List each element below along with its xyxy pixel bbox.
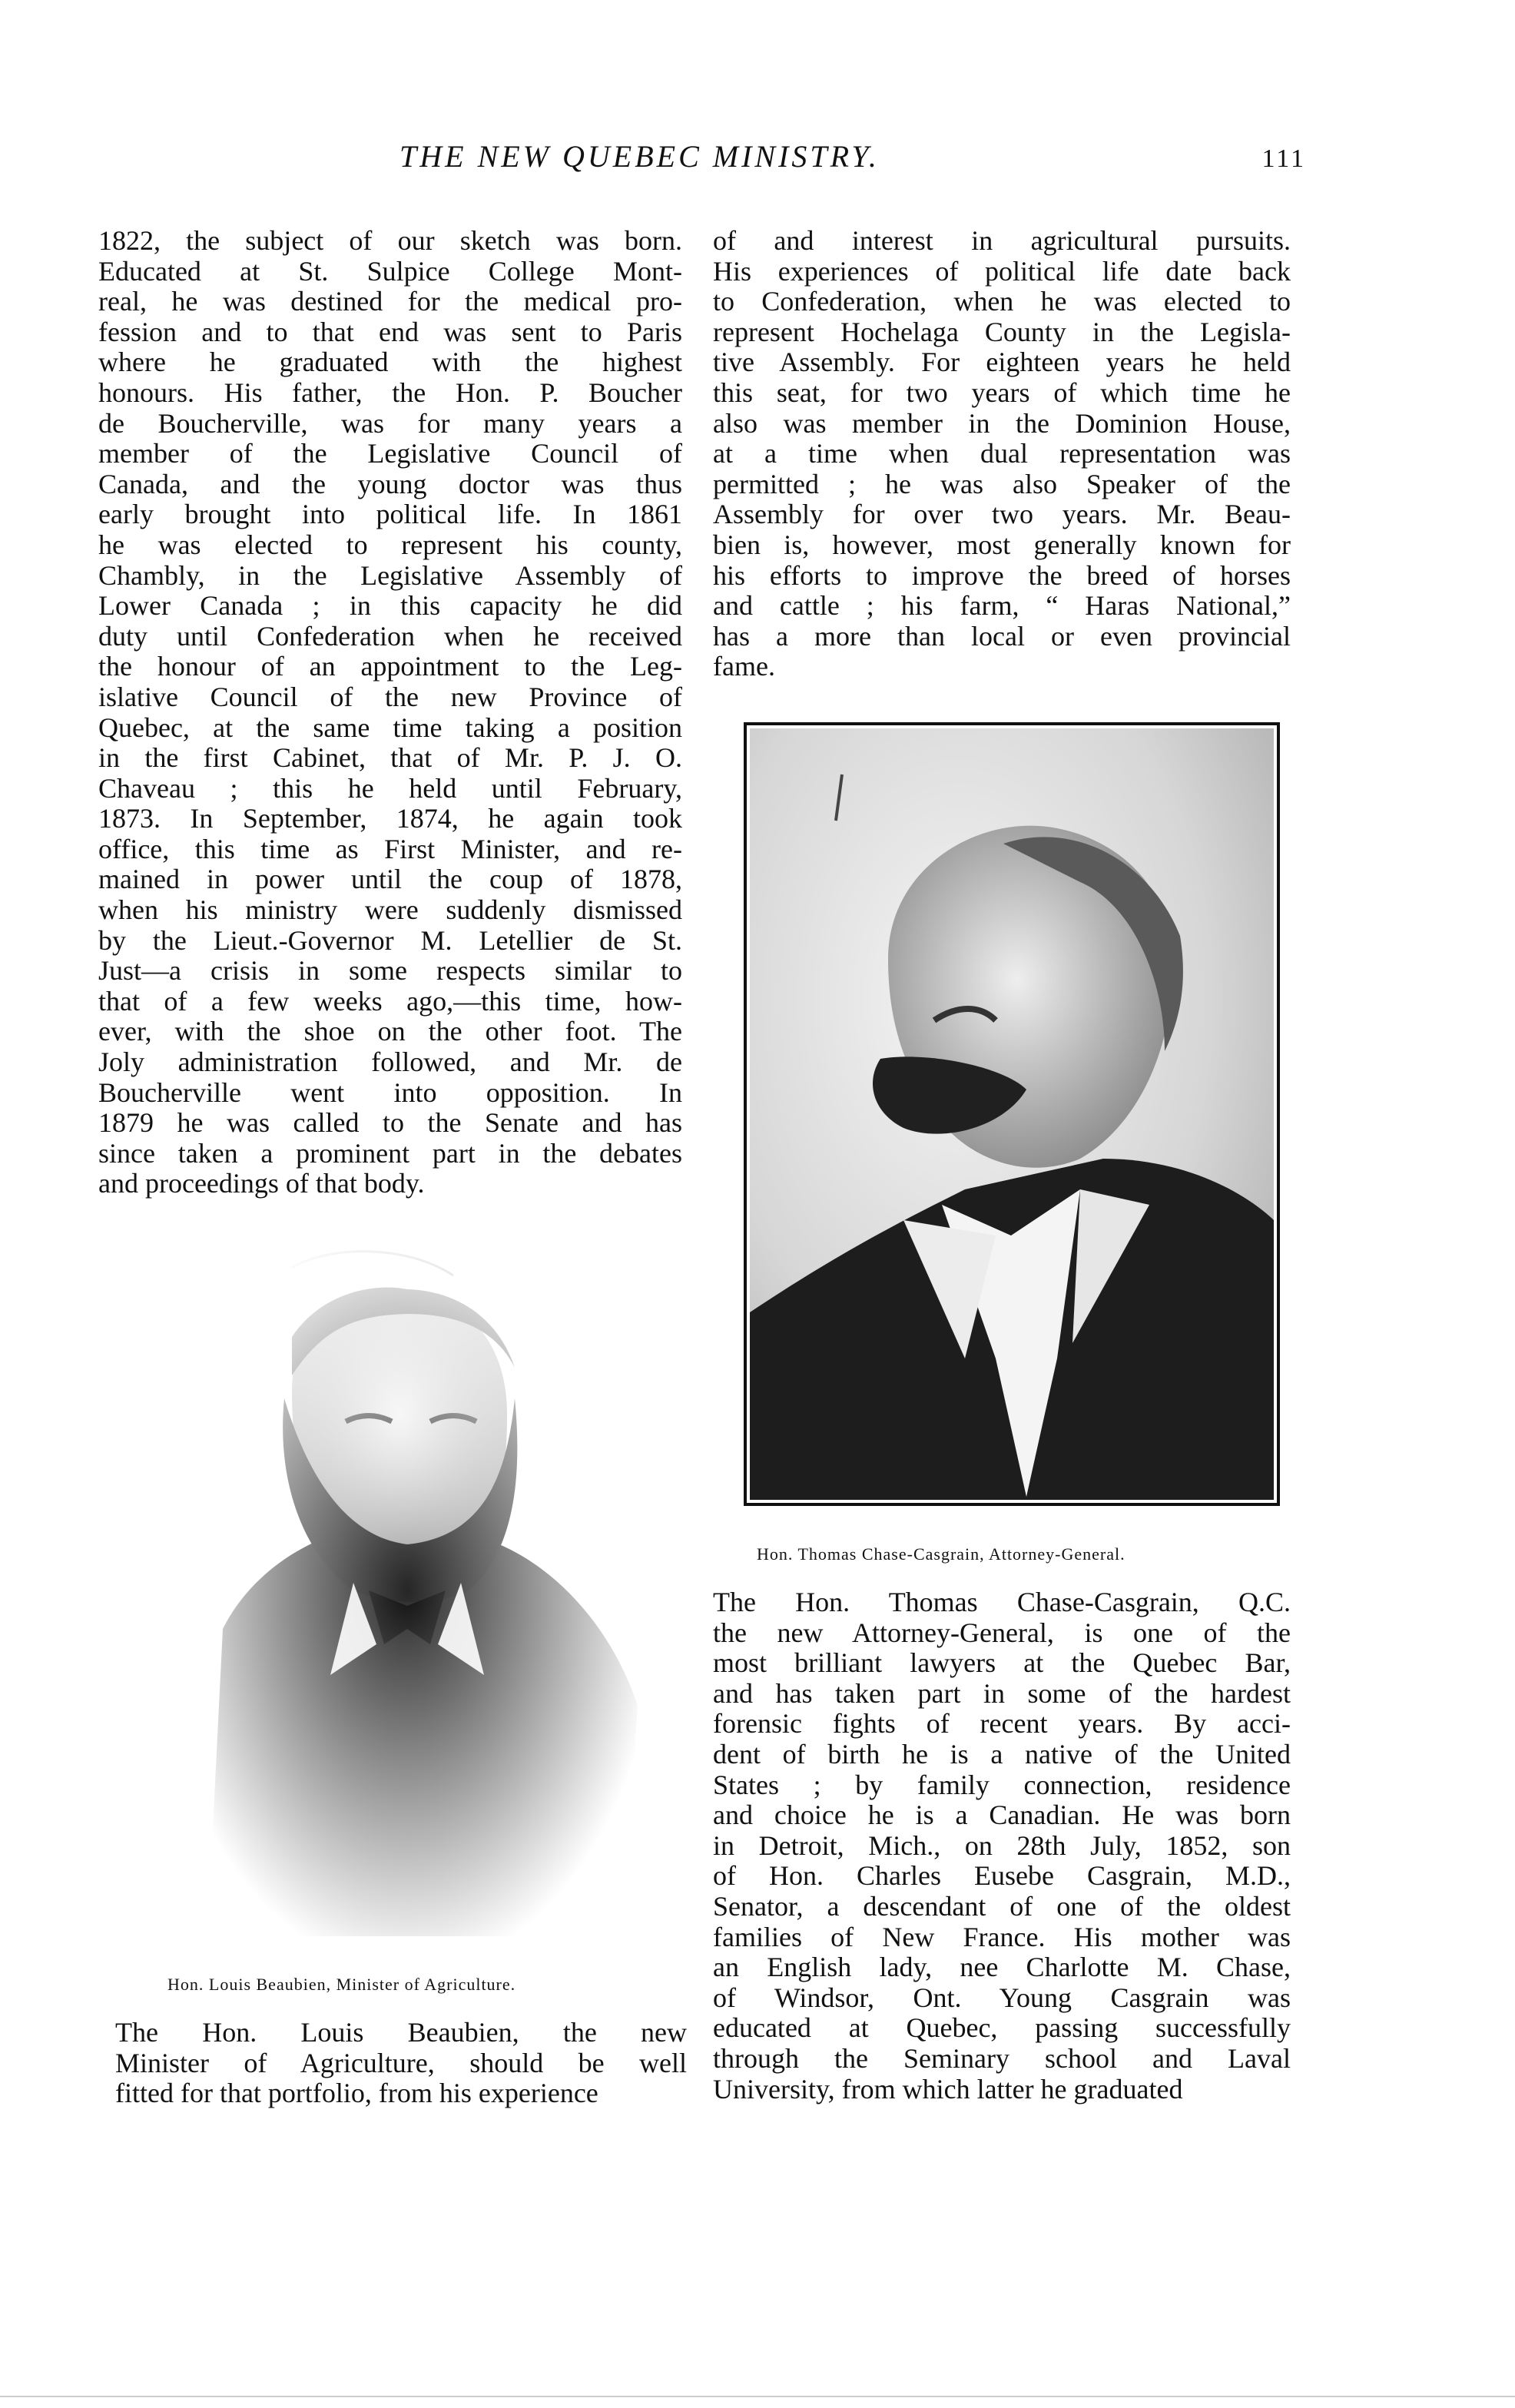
page-header [108,138,1306,192]
text-line: 1822, the subject of our sketch was born. [98,225,682,256]
text-line: fame. [713,651,775,682]
text-line: dent of birth he is a native of the United [713,1738,1291,1770]
text-line: the honour of an appointment to the Leg- [98,651,682,682]
right-column-text-bottom [713,1587,1291,2105]
running-title: THE NEW QUEBEC MINISTRY. [399,139,880,174]
text-line: real, he was destined for the medical pro- [98,286,682,317]
text-line: fitted for that portfolio, from his experience [115,2078,598,2109]
text-line: Quebec, at the same time taking a position [98,711,682,743]
text-line: through the Seminary school and Laval [713,2042,1291,2074]
text-line: permitted ; he was also Speaker of the [713,468,1291,499]
text-line: at a time when dual representation was [713,438,1291,469]
text-line: Minister of Agriculture, should be well [115,2047,687,2078]
text-line: and has taken part in some of the hardest [713,1677,1291,1709]
text-line: mained in power until the coup of 1878, [98,864,682,895]
text-line: University, from which latter he graduated [713,2073,1183,2105]
text-line: of and interest in agricultural pursuits. [713,225,1291,256]
right-column-text-top [713,226,1291,682]
text-line: and cattle ; his farm, “ Haras National,” [713,590,1291,622]
text-line: that of a few weeks ago,—this time, how- [98,985,682,1017]
portrait-beaubien [177,1245,638,1936]
portrait-frame-casgrain [744,722,1280,1506]
text-line: de Boucherville, was for many years a [98,407,682,439]
text-line: the new Attorney-General, is one of the [713,1617,1291,1648]
caption-casgrain: Hon. Thomas Chase-Casgrain, Attorney-General. [757,1544,1125,1564]
text-line: Joly administration followed, and Mr. de [98,1046,682,1078]
text-line: fession and to that end was sent to Paris [98,316,682,347]
text-line: where he graduated with the highest [98,347,682,378]
text-line: States ; by family connection, residence [713,1769,1291,1800]
text-line: Assembly for over two years. Mr. Beau- [713,499,1291,530]
text-line: by the Lieut.-Governor M. Letellier de St. [98,924,682,956]
text-line: Educated at St. Sulpice College Mont- [98,255,682,287]
text-line: in the first Cabinet, that of Mr. P. J. O. [98,742,682,774]
scan-mark [0,2396,1515,2397]
text-line: families of New France. His mother was [713,1921,1291,1952]
text-line: office, this time as First Minister, and re- [98,833,682,864]
text-line: of Hon. Charles Eusebe Casgrain, M.D., [713,1860,1291,1892]
text-line: His experiences of political life date back [713,255,1291,287]
text-line: in Detroit, Mich., on 28th July, 1852, son [713,1829,1291,1861]
text-line: educated at Quebec, passing successfully [713,2012,1291,2044]
text-line: 1873. In September, 1874, he again took [98,803,682,834]
text-line: an English lady, nee Charlotte M. Chase, [713,1952,1291,1983]
text-line: he was elected to represent his county, [98,529,682,560]
text-line: member of the Legislative Council of [98,438,682,469]
text-line: when his ministry were suddenly dismissed [98,894,682,926]
text-line: Canada, and the young doctor was thus [98,468,682,499]
text-line: and choice he is a Canadian. He was born [713,1799,1291,1831]
text-line: has a more than local or even provincial [713,620,1291,652]
text-line: The Hon. Thomas Chase-Casgrain, Q.C. [713,1587,1291,1617]
caption-beaubien: Hon. Louis Beaubien, Minister of Agriculture. [167,1975,516,1994]
text-line: 1879 he was called to the Senate and has [98,1107,682,1139]
text-line: also was member in the Dominion House, [713,407,1291,439]
text-line: Boucherville went into opposition. In [98,1076,682,1108]
text-line: duty until Confederation when he received [98,620,682,652]
page-number: 111 [1261,144,1306,173]
portrait-beaubien-image [177,1245,638,1936]
text-line: this seat, for two years of which time he [713,376,1291,408]
text-line: to Confederation, when he was elected to [713,286,1291,317]
text-line: Chaveau ; this he held until February, [98,772,682,804]
text-line: Senator, a descendant of one of the oldest [713,1890,1291,1922]
text-line: bien is, however, most generally known for [713,529,1291,560]
left-column-text-bottom [115,2018,687,2109]
text-line: his efforts to improve the breed of horses [713,559,1291,591]
text-line: represent Hochelaga County in the Legisla- [713,316,1291,347]
text-line: Lower Canada ; in this capacity he did [98,590,682,622]
text-line: tive Assembly. For eighteen years he held [713,347,1291,378]
text-line: since taken a prominent part in the debates [98,1137,682,1169]
text-line: Just—a crisis in some respects similar to [98,955,682,987]
text-line: Chambly, in the Legislative Assembly of [98,559,682,591]
text-line: The Hon. Louis Beaubien, the new [115,2017,687,2048]
text-line: early brought into political life. In 1861 [98,499,682,530]
text-line: of Windsor, Ont. Young Casgrain was [713,1982,1291,2013]
text-line: most brilliant lawyers at the Quebec Bar, [713,1647,1291,1679]
portrait-casgrain-image [750,728,1274,1500]
text-line: forensic fights of recent years. By acci- [713,1708,1291,1740]
left-column-text [98,226,682,1199]
text-line: ever, with the shoe on the other foot. The [98,1016,682,1047]
text-line: and proceedings of that body. [98,1168,425,1199]
text-line: islative Council of the new Province of [98,681,682,712]
text-line: honours. His father, the Hon. P. Boucher [98,376,682,408]
